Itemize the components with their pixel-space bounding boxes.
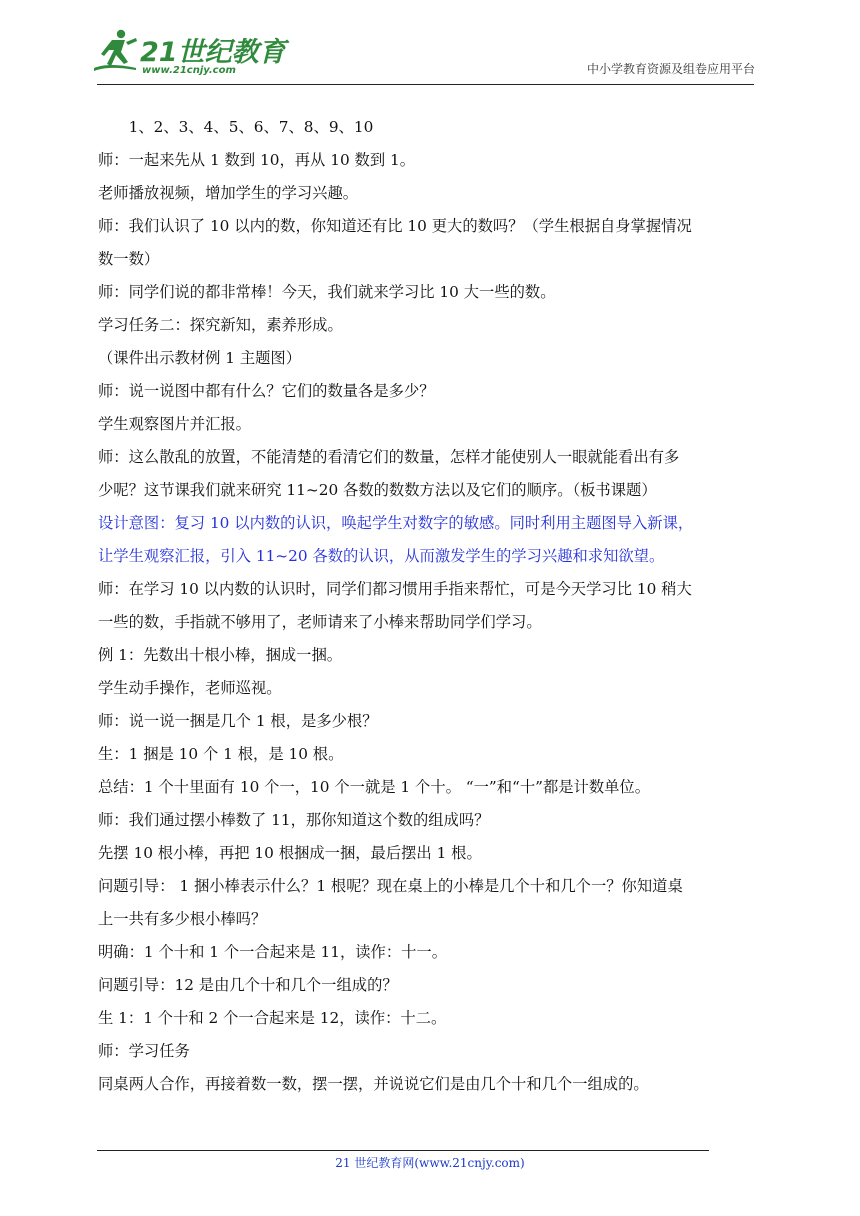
paragraph-line: 数一数）: [98, 250, 160, 268]
design-intent-line: 设计意图：复习 10 以内数的认识，唤起学生对数字的敏感。同时利用主题图导入新课，: [98, 514, 694, 532]
paragraph-line: 师：学习任务: [98, 1042, 190, 1060]
paragraph-line: 生：1 捆是 10 个 1 根，是 10 根。: [98, 745, 344, 763]
logo-url: www.21cnjy.com: [142, 65, 236, 76]
paragraph-line: 一些的数，手指就不够用了，老师请来了小棒来帮助同学们学习。: [98, 613, 542, 631]
paragraph-line: 师：这么散乱的放置，不能清楚的看清它们的数量，怎样才能使别人一眼就能看出有多: [98, 448, 680, 466]
paragraph-line: 师：同学们说的都非常棒！今天，我们就来学习比 10 大一些的数。: [98, 283, 556, 301]
paragraph-line: 生 1：1 个十和 2 个一合起来是 12，读作：十二。: [98, 1009, 447, 1027]
paragraph-line: 少呢？这节课我们就来研究 11~20 各数的数数方法以及它们的顺序。（板书课题）: [98, 481, 657, 499]
paragraph-line: 师：一起来先从 1 数到 10，再从 10 数到 1。: [98, 151, 416, 169]
platform-tagline: 中小学教育资源及组卷应用平台: [586, 62, 755, 76]
paragraph-line: 先摆 10 根小棒，再把 10 根捆成一捆，最后摆出 1 根。: [98, 844, 482, 862]
footer-text: 21 世纪教育网(www.21cnjy.com): [335, 1156, 525, 1170]
document-body: [98, 111, 766, 1101]
paragraph-line: 明确：1 个十和 1 个一合起来是 11，读作：十一。: [98, 943, 448, 961]
paragraph-line: 问题引导：12 是由几个十和几个一组成的？: [98, 976, 398, 994]
footer-divider: [97, 1150, 709, 1151]
paragraph-line: 老师播放视频，增加学生的学习兴趣。: [98, 184, 359, 202]
paragraph-line: 上一共有多少根小棒吗？: [98, 910, 267, 928]
paragraph-line: 师：在学习 10 以内数的认识时，同学们都习惯用手指来帮忙，可是今天学习比 10 稍大: [98, 580, 692, 598]
paragraph-line: 学生观察图片并汇报。: [98, 415, 251, 433]
logo-text: 21世纪教育: [140, 37, 286, 68]
paragraph-line: 师：说一说图中都有什么？它们的数量各是多少？: [98, 382, 435, 400]
header-divider: [97, 84, 754, 85]
page-header: [0, 0, 860, 90]
design-intent-line: 让学生观察汇报，引入 11~20 各数的认识，从而激发学生的学习兴趣和求知欲望。: [98, 547, 665, 565]
paragraph-line: 总结：1 个十里面有 10 个一，10 个一就是 1 个十。 “一”和“十”都是计数单位。: [98, 778, 651, 796]
paragraph-line: 学生动手操作，老师巡视。: [98, 679, 282, 697]
logo: [92, 28, 286, 80]
paragraph-line: 同桌两人合作，再接着数一数，摆一摆，并说说它们是由几个十和几个一组成的。: [98, 1075, 649, 1093]
paragraph-line: 师：说一说一捆是几个 1 根，是多少根？: [98, 712, 378, 730]
paragraph-line: 1、2、3、4、5、6、7、8、9、10: [98, 118, 374, 136]
paragraph-line: 问题引导： 1 捆小棒表示什么？1 根呢？现在桌上的小棒是几个十和几个一？你知道桌: [98, 877, 683, 895]
runner-logo-icon: [92, 28, 140, 74]
paragraph-line: 师：我们通过摆小棒数了 11，那你知道这个数的组成吗？: [98, 811, 490, 829]
paragraph-line: 例 1：先数出十根小棒，捆成一捆。: [98, 646, 343, 664]
paragraph-line: （课件出示教材例 1 主题图）: [98, 349, 302, 367]
paragraph-line: 学习任务二：探究新知，素养形成。: [98, 316, 343, 334]
paragraph-line: 师：我们认识了 10 以内的数，你知道还有比 10 更大的数吗？（学生根据自身掌握情况: [98, 217, 692, 235]
